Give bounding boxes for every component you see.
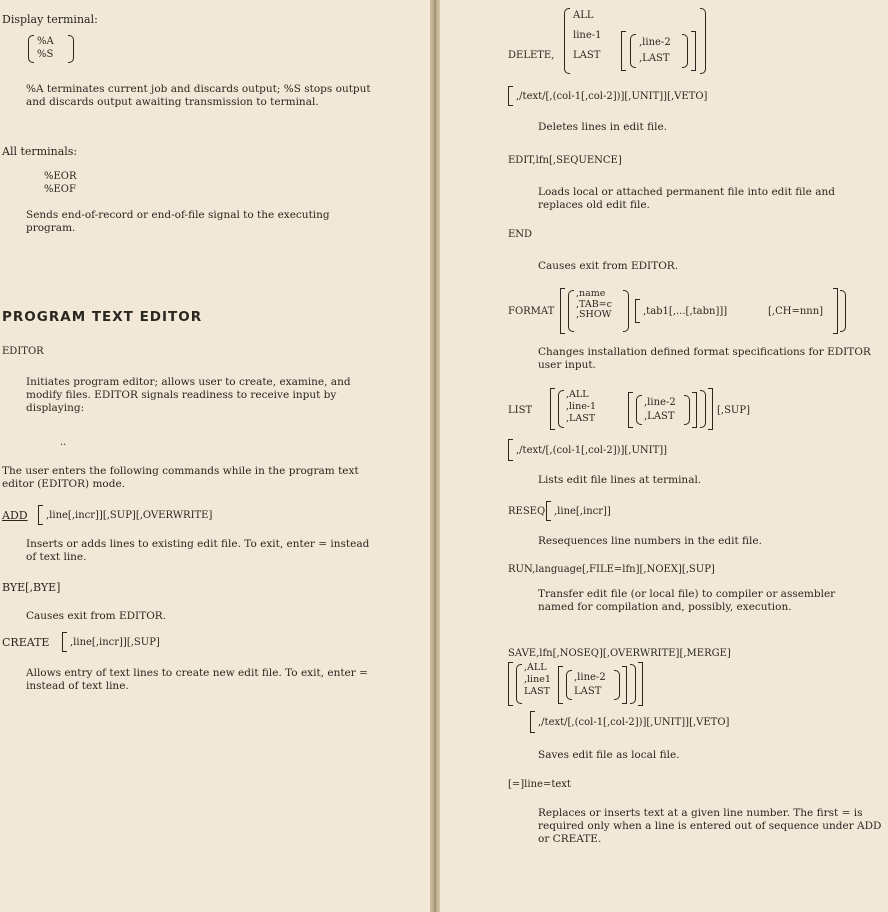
bracket-open	[558, 666, 563, 704]
book-gutter	[430, 0, 440, 912]
brace-close	[68, 35, 74, 63]
eor-command: %EOR	[44, 171, 77, 182]
save-opt-all: ,ALL	[524, 662, 547, 673]
save-description: Saves edit file as local file.	[538, 749, 680, 761]
list-range	[644, 397, 676, 422]
save-opt-line1: ,line1	[524, 674, 551, 685]
delete-opt-last: LAST	[573, 50, 601, 61]
brace-open	[636, 395, 642, 425]
pct-s: %S	[37, 49, 54, 60]
format-description: Changes installation defined format specifications for EDITOR user input.	[538, 346, 871, 371]
delete-options	[573, 10, 602, 61]
brace-open	[516, 664, 522, 704]
list-sup: [,SUP]	[717, 405, 750, 416]
delete-opt-line2: ,line-2	[639, 37, 671, 48]
delete-description: Deletes lines in edit file.	[538, 121, 668, 133]
bracket-close	[691, 31, 696, 71]
save-line3: ,/text/[,(col-1[,col-2])][,UNIT]][,VETO]	[538, 717, 730, 728]
add-description: Inserts or adds lines to existing edit file. To exit, enter = instead of text line.	[26, 538, 370, 563]
end-command: END	[508, 229, 533, 240]
create-command: CREATE	[2, 636, 50, 649]
list-options	[566, 389, 596, 425]
bracket-open	[508, 662, 513, 706]
brace-close	[700, 390, 706, 428]
all-terminals-label: All terminals:	[2, 145, 78, 158]
format-opt-tab: ,TAB=c	[576, 298, 612, 310]
delete-command: DELETE,	[508, 50, 555, 61]
brace-close	[700, 8, 706, 74]
bracket-open	[628, 392, 633, 428]
list-line2: ,/text/[,(col-1[,col-2])][,UNIT]]	[516, 445, 668, 456]
brace-close	[623, 290, 629, 332]
list-opt-line1: ,line-1	[566, 401, 597, 412]
replace-command: [=]line=text	[508, 779, 571, 790]
save-opt-line2: ,line-2	[574, 672, 606, 683]
add-command	[2, 509, 43, 523]
display-terminal-label: Display terminal:	[2, 13, 98, 26]
save-range	[574, 672, 606, 697]
create-arguments: ,line[,incr]][,SUP]	[70, 637, 160, 648]
brace-open	[28, 35, 34, 63]
bracket-close	[708, 388, 713, 430]
delete-opt-line1: line-1	[573, 30, 602, 41]
editor-command: EDITOR	[2, 346, 44, 357]
bracket-open	[550, 388, 555, 430]
brace-close	[684, 395, 690, 425]
brace-open	[630, 34, 636, 68]
mode-intro: The user enters the following commands while in the program text editor (EDITOR) mode.	[2, 465, 359, 490]
pct-description: %A terminates current job and discards output; %S stops output and discards output awaiting transmission to terminal.	[26, 83, 371, 108]
eof-command: %EOF	[44, 184, 76, 195]
delete-opt-all: ALL	[573, 10, 594, 21]
add-arguments: ,line[,incr]][,SUP][,OVERWRITE]	[46, 510, 213, 521]
brace-open	[558, 390, 564, 428]
list-opt-last2: ,LAST	[644, 411, 675, 422]
brace-close	[840, 290, 846, 332]
bracket-open	[621, 31, 626, 71]
list-description: Lists edit file lines at terminal.	[538, 474, 702, 486]
brace-close	[630, 664, 636, 704]
brace-open	[568, 290, 574, 332]
list-opt-line2: ,line-2	[644, 397, 676, 408]
brace-open	[564, 8, 570, 74]
bracket-open	[546, 501, 551, 521]
edit-description: Loads local or attached permanent file into edit file and replaces old edit file.	[538, 186, 835, 211]
brace-close	[614, 670, 620, 700]
eor-description: Sends end-of-record or end-of-file signal to the executing program.	[26, 209, 330, 234]
save-opt-last: LAST	[524, 686, 551, 697]
format-ch: [,CH=nnn]	[768, 306, 824, 317]
edit-command: EDIT,lfn[,SEQUENCE]	[508, 155, 622, 166]
bracket-open	[62, 632, 67, 652]
bracket-open	[635, 299, 640, 323]
reseq-arguments: ,line[,incr]]	[554, 506, 611, 517]
bye-command: BYE[,BYE]	[2, 581, 61, 594]
reseq-description: Resequences line numbers in the edit file.	[538, 535, 762, 547]
brace-open	[566, 670, 572, 700]
format-opt-name: ,name	[576, 288, 606, 299]
replace-description: Replaces or inserts text at a given line number. The first = is required only when a line is entered out of sequence under ADD or CREATE.	[538, 807, 882, 845]
delete-opt-last2: ,LAST	[639, 53, 670, 64]
run-command: RUN,language[,FILE=lfn][,NOEX][,SUP]	[508, 564, 715, 575]
end-description: Causes exit from EDITOR.	[538, 260, 679, 272]
save-options	[524, 662, 551, 698]
right-page	[440, 0, 888, 912]
section-heading: PROGRAM TEXT EDITOR	[2, 309, 203, 325]
bracket-open	[560, 288, 565, 334]
brace-close	[682, 34, 688, 68]
bracket-close	[833, 288, 838, 334]
reseq-command: RESEQ	[508, 506, 546, 517]
pct-a: %A	[37, 36, 54, 47]
list-opt-last: ,LAST	[566, 413, 596, 424]
run-description: Transfer edit file (or local file) to compiler or assembler named for compilation and, possibly, execution.	[538, 588, 836, 613]
format-options	[576, 289, 612, 321]
format-command: FORMAT	[508, 306, 555, 317]
delete-range	[639, 37, 671, 64]
save-opt-last2: LAST	[574, 686, 602, 697]
list-command: LIST	[508, 405, 533, 416]
list-opt-all: ,ALL	[566, 389, 589, 400]
format-opt-show: ,SHOW	[576, 309, 612, 320]
editor-description: Initiates program editor; allows user to create, examine, and modify files. EDITOR signals readiness to receive input by displaying:	[26, 376, 351, 414]
bye-description: Causes exit from EDITOR.	[26, 610, 167, 622]
create-description: Allows entry of text lines to create new edit file. To exit, enter = instead of text line.	[26, 667, 368, 692]
save-command: SAVE,lfn[,NOSEQ][,OVERWRITE][,MERGE]	[508, 648, 731, 659]
bracket-close	[622, 666, 627, 704]
editor-prompt: ..	[60, 437, 67, 448]
add-keyword: ADD	[2, 509, 28, 522]
bracket-open	[508, 439, 513, 461]
bracket-open	[38, 505, 43, 525]
format-tabs: ,tab1[,...[,tabn]]]	[643, 306, 728, 317]
left-page	[0, 0, 430, 912]
bracket-close	[638, 662, 643, 706]
bracket-open	[530, 711, 535, 733]
delete-line2: ,/text/[,(col-1[,col-2])][,UNIT]][,VETO]	[516, 91, 708, 102]
bracket-open	[508, 86, 513, 106]
bracket-close	[692, 392, 697, 428]
